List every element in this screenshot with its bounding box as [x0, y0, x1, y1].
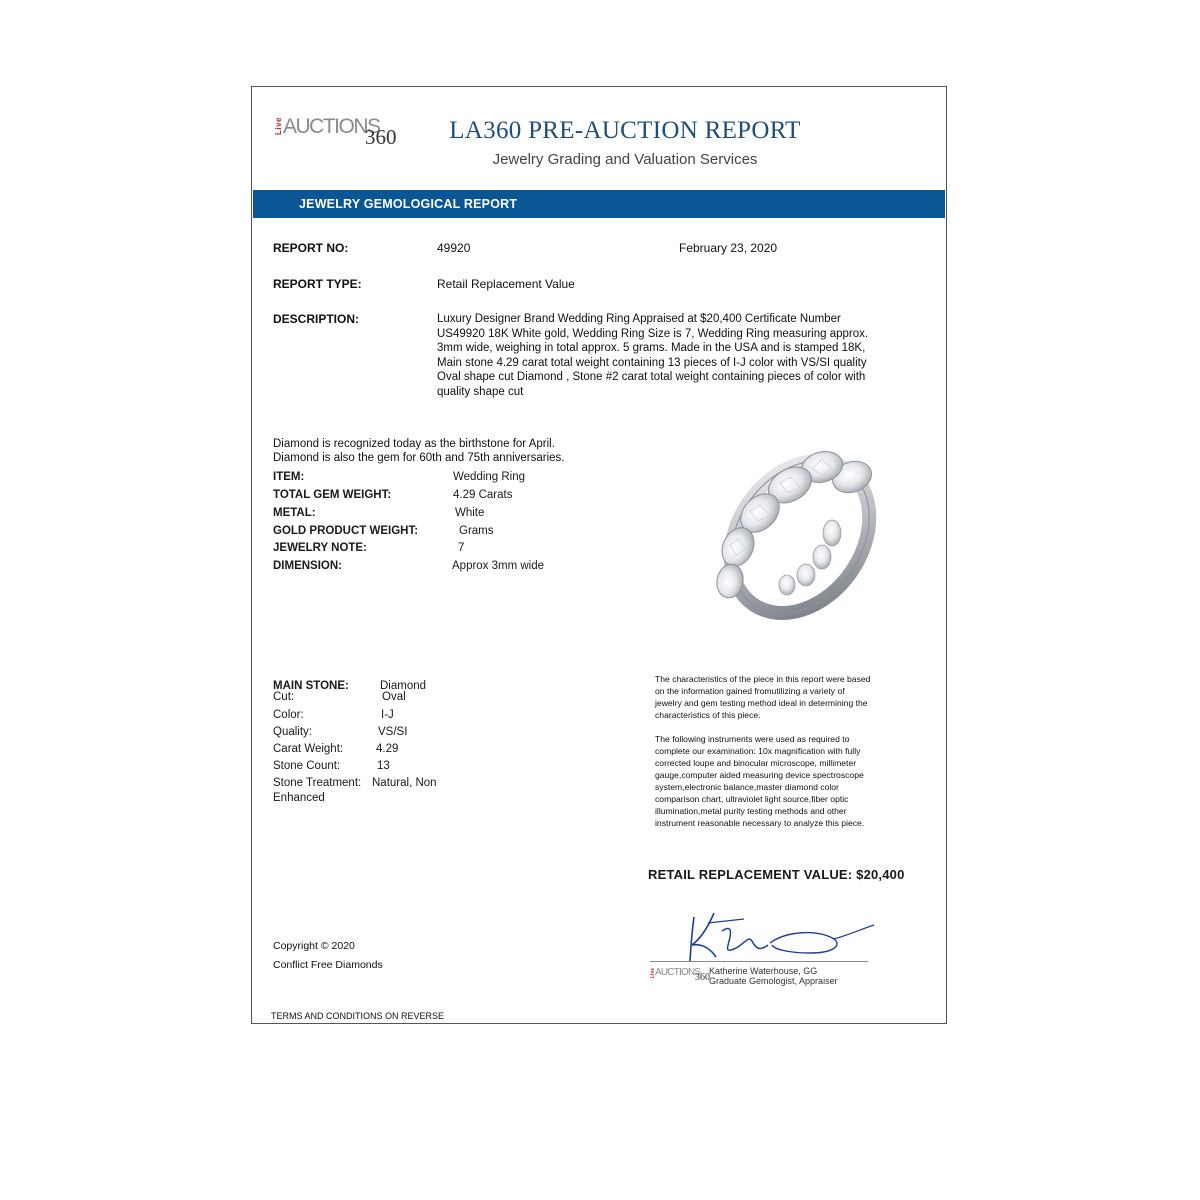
- carat-weight-value: 4.29: [376, 743, 399, 755]
- stone-treatment-value-2: Enhanced: [273, 792, 325, 804]
- jewelry-note-label: JEWELRY NOTE:: [273, 542, 367, 554]
- conflict-free-text: Conflict Free Diamonds: [273, 959, 383, 971]
- logo-360-text: 360: [365, 125, 397, 149]
- carat-weight-row: [273, 743, 473, 757]
- gold-product-weight-value: Grams: [459, 525, 494, 537]
- quality-value: VS/SI: [378, 726, 408, 738]
- stone-treatment-row-2: [273, 792, 473, 806]
- dimension-row: [273, 560, 603, 576]
- logo-live-text: Live: [274, 117, 283, 136]
- paragraph-line: The following instruments were used as required to: [655, 734, 850, 744]
- description-line: Luxury Designer Brand Wedding Ring Appraised at $20,400 Certificate Number: [437, 313, 841, 325]
- carat-weight-label: Carat Weight:: [273, 743, 344, 755]
- report-no-value: 49920: [437, 241, 471, 255]
- total-gem-weight-row: [273, 489, 603, 505]
- cut-row: [273, 691, 473, 705]
- description-text: [437, 312, 907, 399]
- cut-value: Oval: [382, 691, 406, 703]
- description-line: Oval shape cut Diamond , Stone #2 carat total weight containing pieces of color with: [437, 371, 866, 383]
- dimension-value: Approx 3mm wide: [452, 560, 545, 572]
- jewelry-note-value: 7: [458, 542, 465, 554]
- description-line: US49920 18K White gold, Wedding Ring Size is 7, Wedding Ring measuring approx.: [437, 327, 869, 340]
- appraiser-signature: [648, 905, 878, 975]
- report-subtitle: Jewelry Grading and Valuation Services: [492, 151, 758, 168]
- cut-label: Cut:: [273, 691, 295, 703]
- paragraph-line: on the information gained fromutilizing a variety of: [655, 686, 845, 696]
- signature-logo-auctions: AUCTIONS: [655, 967, 701, 978]
- color-row: [273, 709, 473, 723]
- diamond-ring-image: [682, 429, 904, 645]
- stone-count-value: 13: [377, 760, 390, 772]
- item-row: [273, 471, 603, 487]
- stone-count-row: [273, 760, 473, 774]
- metal-value: White: [455, 507, 485, 519]
- report-type-value: Retail Replacement Value: [437, 277, 575, 291]
- terms-text: TERMS AND CONDITIONS ON REVERSE: [271, 1011, 445, 1021]
- color-label: Color:: [273, 709, 304, 721]
- appraiser-title: Graduate Gemologist, Appraiser: [709, 976, 838, 986]
- section-band-label: JEWELRY GEMOLOGICAL REPORT: [299, 197, 518, 211]
- jewelry-note-row: [273, 542, 603, 558]
- quality-row: [273, 726, 473, 740]
- signature-logo: [650, 967, 710, 983]
- paragraph-line: characteristics of this piece.: [655, 710, 761, 720]
- description-label: DESCRIPTION:: [273, 312, 360, 326]
- signature-logo-live: Live: [650, 968, 656, 979]
- metal-label: METAL:: [273, 507, 316, 519]
- color-value: I-J: [381, 709, 394, 721]
- report-title: LA360 PRE-AUCTION REPORT: [449, 117, 801, 144]
- report-type-label: REPORT TYPE:: [273, 277, 362, 291]
- item-value: Wedding Ring: [453, 471, 526, 483]
- report-document: [251, 86, 947, 1024]
- appraiser-name: Katherine Waterhouse, GG: [709, 966, 818, 976]
- gold-product-weight-row: [273, 525, 603, 541]
- dimension-label: DIMENSION:: [273, 560, 342, 572]
- birthstone-line: Diamond is recognized today as the birthstone for April.: [273, 438, 555, 450]
- paragraph-line: instrument reasonable necessary to analyze this piece.: [655, 818, 865, 828]
- signature-line: [650, 961, 868, 962]
- copyright-text: Copyright © 2020: [273, 940, 355, 952]
- total-gem-weight-value: 4.29 Carats: [453, 489, 513, 501]
- main-stone-label: MAIN STONE:: [273, 680, 349, 692]
- description-line: Main stone 4.29 carat total weight containing 13 pieces of I-J color with VS/SI quality: [437, 356, 867, 369]
- paragraph-line: system,electronic balance,master diamond color: [655, 782, 839, 792]
- characteristics-paragraph: [655, 673, 915, 721]
- paragraph-line: comparison chart, ultraviolet light source,fiber optic: [655, 794, 849, 804]
- main-stone-value: Diamond: [380, 680, 427, 692]
- paragraph-line: corrected loupe and binocular microscope, millimeter: [655, 758, 857, 768]
- report-date: February 23, 2020: [679, 241, 778, 255]
- item-label: ITEM:: [273, 471, 305, 483]
- report-no-label: REPORT NO:: [273, 241, 349, 255]
- retail-replacement-value: RETAIL REPLACEMENT VALUE: $20,400: [648, 867, 905, 882]
- stone-treatment-label: Stone Treatment:: [273, 777, 362, 789]
- birthstone-note: [273, 437, 565, 465]
- logo-auctions-text: AUCTIONS: [283, 115, 380, 138]
- description-line: quality shape cut: [437, 385, 524, 398]
- paragraph-line: gauge,computer aided measuring device spectroscope: [655, 770, 864, 780]
- signature-logo-360: 360: [695, 972, 710, 983]
- section-band: [253, 190, 945, 218]
- quality-label: Quality:: [273, 726, 312, 738]
- total-gem-weight-label: TOTAL GEM WEIGHT:: [273, 489, 392, 501]
- appraiser-credit: [709, 966, 838, 986]
- paragraph-line: complete our examination: 10x magnification with fully: [655, 746, 861, 756]
- paragraph-line: illumination,metal purity testing methods and other: [655, 806, 847, 816]
- metal-row: [273, 507, 603, 523]
- gold-product-weight-label: GOLD PRODUCT WEIGHT:: [273, 525, 419, 537]
- birthstone-line: Diamond is also the gem for 60th and 75th anniversaries.: [273, 452, 565, 464]
- stone-treatment-value: Natural, Non: [372, 777, 437, 789]
- stone-count-label: Stone Count:: [273, 760, 341, 772]
- paragraph-line: jewelry and gem testing method ideal in determining the: [655, 698, 868, 708]
- paragraph-line: The characteristics of the piece in this report were based: [655, 674, 871, 684]
- instruments-paragraph: [655, 733, 915, 829]
- description-line: 3mm wide, weighing in total approx. 5 grams. Made in the USA and is stamped 18K,: [437, 342, 866, 354]
- stone-treatment-row: [273, 777, 473, 791]
